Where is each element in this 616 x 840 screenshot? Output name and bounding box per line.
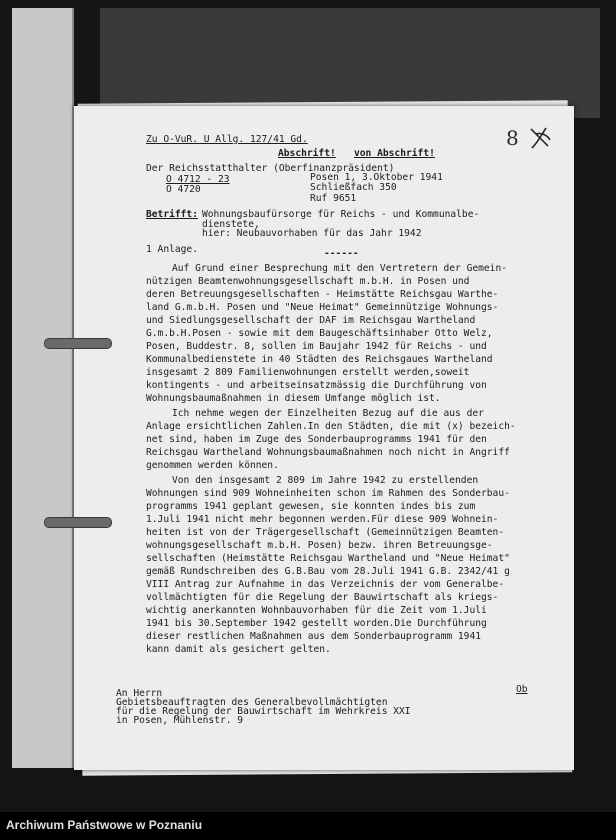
body-line: nützigen Beamtenwohnungsgesellschaft m.b.H. in Posen und bbox=[146, 276, 470, 287]
body-line: deren Betreuungsgesellschaften - Heimstätte Reichsgau Warthe- bbox=[146, 289, 499, 300]
addressee-line: An Herrn bbox=[116, 688, 163, 699]
phone: Ruf 9651 bbox=[310, 193, 357, 204]
addressee-line: Gebietsbeauftragten des Generalbevollmächtigten bbox=[116, 697, 388, 708]
file-number-2: O 4720 bbox=[166, 184, 201, 195]
attachments: 1 Anlage. bbox=[146, 244, 198, 255]
body-line: Von den insgesamt 2 809 im Jahre 1942 zu erstellenden bbox=[172, 475, 479, 486]
body-line: vollmächtigten für die Regelung der Bauwirtschaft als kriegs- bbox=[146, 592, 499, 603]
body-line: heiten ist von der Trägergesellschaft (Gemeinnützigen Beamten- bbox=[146, 527, 505, 538]
document-page bbox=[74, 106, 574, 770]
reference-number: Zu O-VuR. U Allg. 127/41 Gd. bbox=[146, 134, 308, 145]
body-line: und Siedlungsgesellschaft der DAF im Reichsgau Wartheland bbox=[146, 315, 476, 326]
separator: ------ bbox=[324, 248, 359, 259]
body-line: Ich nehme wegen der Einzelheiten Bezug auf die aus der bbox=[172, 408, 484, 419]
body-line: kontingents - und arbeitseinsatzmässig die Durchführung von bbox=[146, 380, 487, 391]
place-and-date: Posen 1, 3.Oktober 1941 bbox=[310, 172, 443, 183]
body-line: land G.m.b.H. Posen und "Neue Heimat" Gemeinnützige Wohnungs- bbox=[146, 302, 499, 313]
archive-footer bbox=[0, 812, 616, 840]
body-line: Auf Grund einer Besprechung mit den Vertretern der Gemein- bbox=[172, 263, 508, 274]
body-line: insgesamt 2 809 Familienwohnungen erstellt werden,soweit bbox=[146, 367, 470, 378]
body-line: wohnungsgesellschaft m.b.H. Posen) bezw. ihren Betreuungsge- bbox=[146, 540, 493, 551]
sender: Der Reichsstatthalter (Oberfinanzpräsident) bbox=[146, 163, 395, 174]
file-number-1: O 4712 - 23 bbox=[166, 174, 230, 185]
copy-note-primary: Abschrift! bbox=[278, 148, 336, 159]
body-line: 1.Juli 1941 nicht mehr begonnen werden.Für diese 909 Wohnein- bbox=[146, 514, 499, 525]
body-line: programms 1941 geplant gewesen, sie konnten indes bis zum bbox=[146, 501, 476, 512]
copy-note-secondary: von Abschrift! bbox=[354, 148, 435, 159]
binder-spine bbox=[12, 8, 74, 768]
binder-ring-upper bbox=[44, 338, 112, 349]
body-line: Wohnungsbaumaßnahmen in diesem Umfange möglich ist. bbox=[146, 393, 441, 404]
body-line: Kommunalbedienstete in 40 Städten des Reichsgaues Wartheland bbox=[146, 354, 493, 365]
body-line: Reichsgau Wartheland Wohnungsbaumaßnahmen noch nicht in Angriff bbox=[146, 447, 510, 458]
archive-name: Archiwum Państwowe w Poznaniu bbox=[6, 818, 203, 832]
postbox: Schließfach 350 bbox=[310, 182, 397, 193]
body-line: sellschaften (Heimstätte Reichsgau Wartheland und "Neue Heimat" bbox=[146, 553, 510, 564]
body-line: wichtig anerkannten Wohnbauvorhaben für die Zeit vom 1.Juli bbox=[146, 605, 487, 616]
addressee-line: in Posen, Mühlenstr. 9 bbox=[116, 715, 244, 726]
body-line: VIII Antrag zur Aufnahme in das Verzeichnis der vom Generalbe- bbox=[146, 579, 505, 590]
subject-line-3: hier: Neubauvorhaben für das Jahr 1942 bbox=[202, 228, 422, 239]
body-line: dieser restlichen Maßnahmen aus dem Sonderbauprogramm 1941 bbox=[146, 631, 482, 642]
body-line: Posen, Buddestr. 8, sollen im Baujahr 1942 für Reichs - und bbox=[146, 341, 487, 352]
body-line: 1941 bis 30.September 1942 gestellt worden.Die Durchführung bbox=[146, 618, 487, 629]
body-line: Wohnungen sind 909 Wohneinheiten schon im Rahmen des Sonderbau- bbox=[146, 488, 510, 499]
handwritten-scribble-icon bbox=[528, 126, 554, 150]
body-line: G.m.b.H.Posen - sowie mit dem Baugeschäftsinhaber Otto Welz, bbox=[146, 328, 493, 339]
body-line: net sind, haben im Zuge des Sonderbauprogramms 1941 für den bbox=[146, 434, 487, 445]
body-line: genommen werden können. bbox=[146, 460, 279, 471]
handwritten-page-number: 8 bbox=[506, 126, 519, 150]
body-line: Anlage ersichtlichen Zahlen.In den Städten, die mit (x) bezeich- bbox=[146, 421, 516, 432]
body-line: gemäß Rundschreiben des G.B.Bau vom 28.Juli 1941 G.B. 2342/41 g bbox=[146, 566, 510, 577]
addressee-line: für die Regelung der Bauwirtschaft im Wehrkreis XXI bbox=[116, 706, 411, 717]
subject-line-2: dienstete, bbox=[202, 219, 260, 230]
turn-page-mark: Ob bbox=[516, 684, 528, 695]
subject-line-1: Wohnungsbaufürsorge für Reichs - und Kommunalbe- bbox=[202, 209, 480, 220]
subject-label: Betrifft: bbox=[146, 209, 198, 220]
body-line: kann damit als gesichert gelten. bbox=[146, 644, 331, 655]
binder-ring-lower bbox=[44, 517, 112, 528]
